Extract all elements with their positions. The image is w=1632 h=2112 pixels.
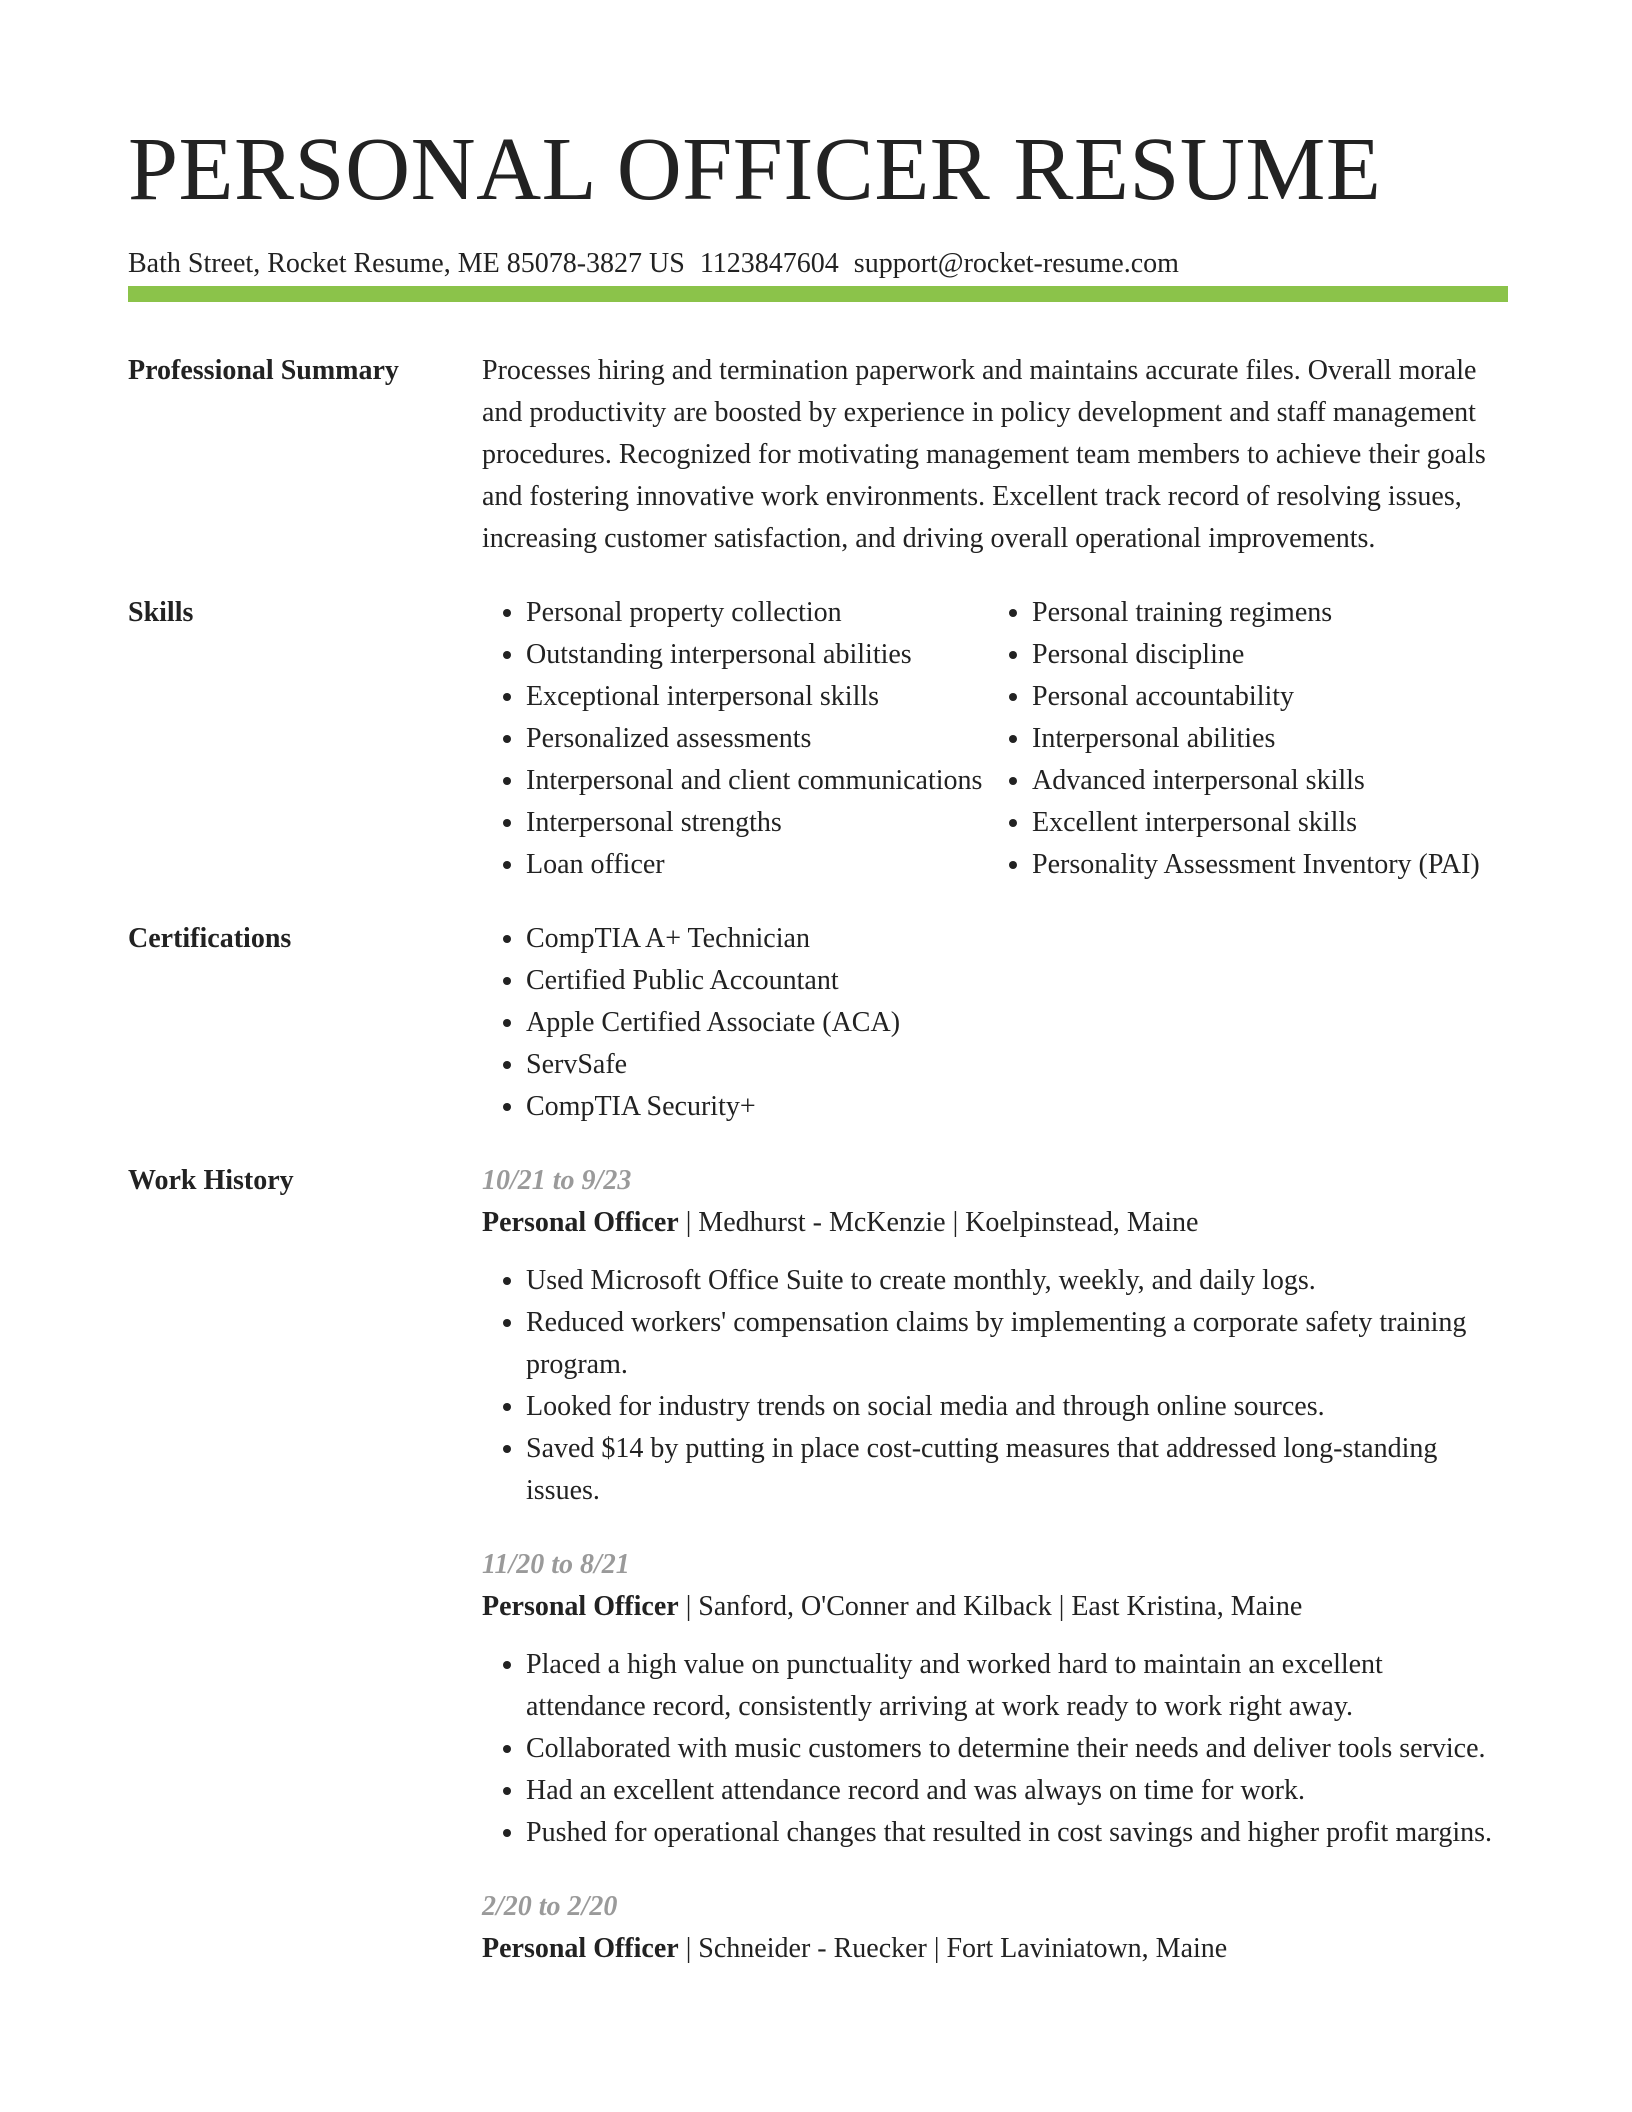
- certifications-body: [482, 918, 1508, 1128]
- section-label-work-history: Work History: [128, 1165, 294, 1196]
- contact-phone: 1123847604: [699, 248, 839, 279]
- job-dates: 2/20 to 2/20: [482, 1891, 618, 1922]
- job-bullet: • Looked for industry trends on social media and through online sources.: [526, 1386, 1508, 1428]
- job-dates: 11/20 to 8/21: [482, 1549, 630, 1580]
- certification-item: • CompTIA Security+: [526, 1086, 1508, 1128]
- certification-item: • Certified Public Accountant: [526, 960, 1508, 1002]
- skills-column-1: [482, 592, 988, 886]
- section-label-skills: Skills: [128, 597, 194, 628]
- section-certifications: [128, 918, 1508, 1128]
- skill-item: • Interpersonal abilities: [1032, 718, 1508, 760]
- contact-email: support@rocket-resume.com: [853, 248, 1179, 279]
- job-company-location: | Medhurst - McKenzie | Koelpinstead, Maine: [678, 1207, 1199, 1238]
- job-company-location: | Sanford, O'Conner and Kilback | East Kristina, Maine: [678, 1591, 1303, 1622]
- skill-item: • Interpersonal and client communications: [526, 760, 988, 802]
- job-dates: 10/21 to 9/23: [482, 1165, 632, 1196]
- section-skills: [128, 592, 1508, 886]
- job-bullet: • Collaborated with music customers to determine their needs and deliver tools service.: [526, 1728, 1508, 1770]
- skills-column-2: [988, 592, 1508, 886]
- resume-title: PERSONAL OFFICER RESUME: [128, 120, 1382, 219]
- job-entry: [482, 1886, 1508, 1970]
- resume-header: [128, 118, 1508, 282]
- section-label-summary: Professional Summary: [128, 355, 399, 386]
- job-title-line: [482, 1202, 1508, 1244]
- job-title-line: [482, 1586, 1508, 1628]
- certifications-list: [482, 918, 1508, 1128]
- resume-content: [128, 350, 1508, 2002]
- section-label-certifications: Certifications: [128, 923, 292, 954]
- skill-item: • Exceptional interpersonal skills: [526, 676, 988, 718]
- skill-item: • Personal accountability: [1032, 676, 1508, 718]
- skill-item: • Outstanding interpersonal abilities: [526, 634, 988, 676]
- job-bullet: • Saved $14 by putting in place cost-cutting measures that addressed long-standing issues.: [526, 1428, 1508, 1512]
- job-bullet: • Pushed for operational changes that resulted in cost savings and higher profit margins.: [526, 1812, 1508, 1854]
- job-bullet: • Used Microsoft Office Suite to create monthly, weekly, and daily logs.: [526, 1260, 1508, 1302]
- job-title: Personal Officer: [482, 1933, 679, 1964]
- job-bullet: • Placed a high value on punctuality and worked hard to maintain an excellent attendance record, consistently arriving at work ready to work right away.: [526, 1644, 1508, 1728]
- job-entry: [482, 1160, 1508, 1512]
- skills-body: [482, 592, 1508, 886]
- skill-item: • Loan officer: [526, 844, 988, 886]
- job-bullet: • Reduced workers' compensation claims by implementing a corporate safety training program.: [526, 1302, 1508, 1386]
- job-bullets: [482, 1260, 1508, 1512]
- certification-item: • ServSafe: [526, 1044, 1508, 1086]
- job-bullets: [482, 1644, 1508, 1854]
- skill-item: • Interpersonal strengths: [526, 802, 988, 844]
- skill-item: • Personalized assessments: [526, 718, 988, 760]
- contact-address: Bath Street, Rocket Resume, ME 85078-3827 US: [128, 248, 685, 279]
- skill-item: • Personality Assessment Inventory (PAI): [1032, 844, 1508, 886]
- skill-item: • Personal discipline: [1032, 634, 1508, 676]
- skill-item: • Excellent interpersonal skills: [1032, 802, 1508, 844]
- section-work-history: [128, 1160, 1508, 2002]
- job-title: Personal Officer: [482, 1591, 679, 1622]
- job-bullet: • Had an excellent attendance record and was always on time for work.: [526, 1770, 1508, 1812]
- skill-item: • Personal property collection: [526, 592, 988, 634]
- contact-line: [128, 246, 1508, 282]
- job-title-line: [482, 1928, 1508, 1970]
- skill-item: • Personal training regimens: [1032, 592, 1508, 634]
- job-company-location: | Schneider - Ruecker | Fort Laviniatown, Maine: [678, 1933, 1228, 1964]
- certification-item: • CompTIA A+ Technician: [526, 918, 1508, 960]
- job-entry: [482, 1544, 1508, 1854]
- summary-body: [482, 350, 1508, 560]
- summary-text: Processes hiring and termination paperwork and maintains accurate files. Overall morale and productivity are boosted by experience in policy development and staff management procedures. Recognized for motivating management team members to achieve their goals and fostering innovative work environments. Excellent track record of resolving issues, increasing customer satisfaction, and driving overall operational improvements.: [482, 355, 1486, 554]
- job-title: Personal Officer: [482, 1207, 679, 1238]
- work-history-body: [482, 1160, 1508, 2002]
- header-divider: [128, 286, 1508, 302]
- skill-item: • Advanced interpersonal skills: [1032, 760, 1508, 802]
- section-professional-summary: [128, 350, 1508, 560]
- certification-item: • Apple Certified Associate (ACA): [526, 1002, 1508, 1044]
